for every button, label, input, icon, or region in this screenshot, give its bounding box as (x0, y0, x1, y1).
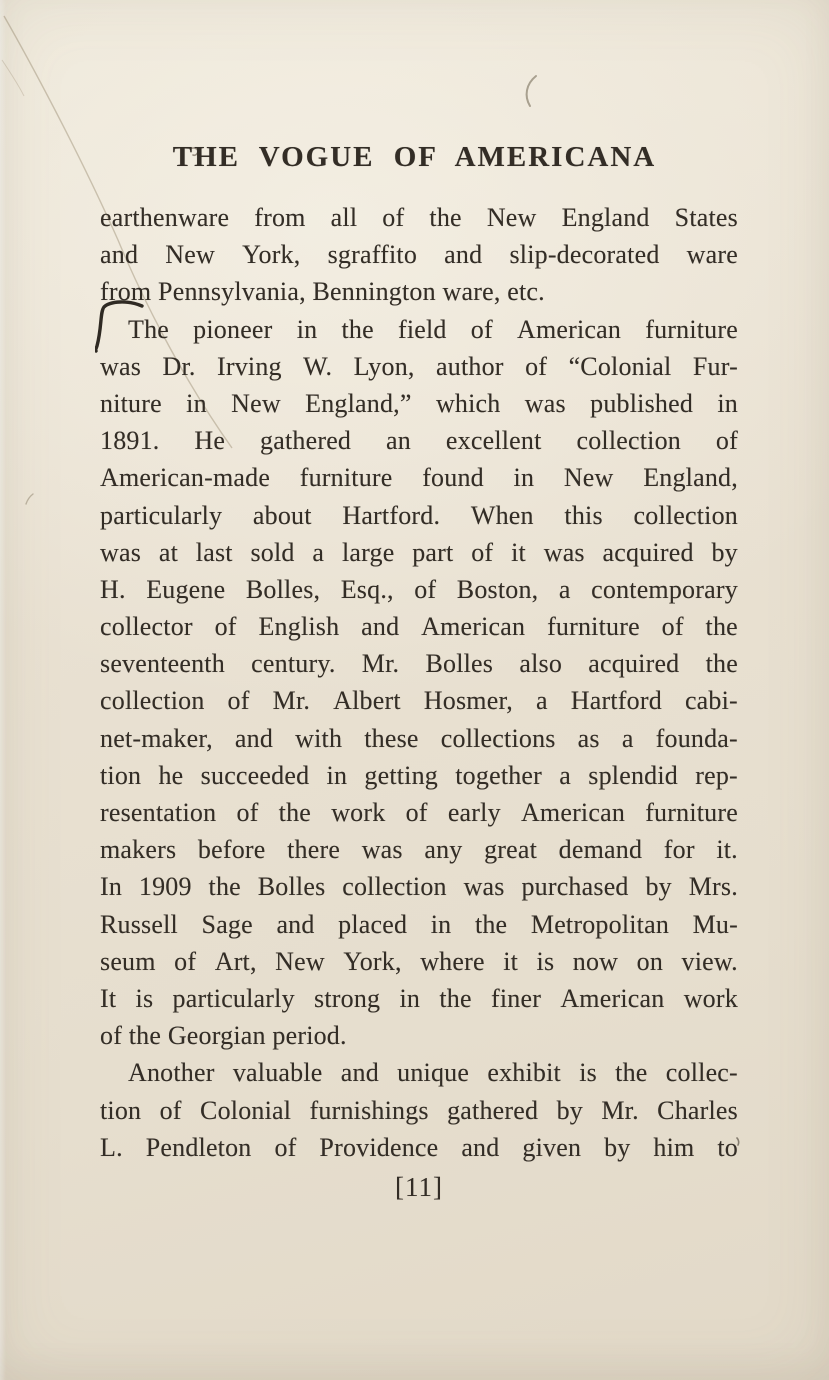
text-line: Another valuable and unique exhibit is the collec- (128, 1058, 738, 1088)
text-block (100, 199, 738, 1166)
text-line: earthenware from all of the New England States (100, 203, 738, 232)
page-heading: THE VOGUE OF AMERICANA (172, 141, 657, 173)
text-line: tion of Colonial furnishings gathered by Mr. Charles (100, 1095, 738, 1125)
text-line: net-maker, and with these collections as a founda- (100, 723, 738, 753)
text-line: was at last sold a large part of it was acquired by (100, 537, 738, 567)
text-line: seventeenth century. Mr. Bolles also acquired the (100, 649, 738, 679)
text-line: niture in New England,” which was published in (100, 388, 738, 418)
text-line: collector of English and American furniture of the (100, 612, 738, 642)
text-line: of the Georgian period. (100, 1021, 347, 1051)
text-line: It is particularly strong in the finer American work (100, 983, 738, 1013)
stray-pencil-tick (24, 492, 36, 506)
text-line: from Pennsylvania, Bennington ware, etc. (100, 277, 545, 307)
text-line: Russell Sage and placed in the Metropolitan Mu- (100, 909, 738, 939)
text-line: collection of Mr. Albert Hosmer, a Hartford cabi- (100, 686, 738, 716)
text-line: American-made furniture found in New England, (100, 463, 738, 493)
text-line: tion he succeeded in getting together a splendid rep- (100, 760, 738, 790)
text-line: makers before there was any great demand for it. (100, 835, 738, 865)
text-line: In 1909 the Bolles collection was purchased by Mrs. (100, 872, 738, 902)
text-line: 1891. He gathered an excellent collection of (100, 426, 738, 456)
text-line: seum of Art, New York, where it is now on view. (100, 946, 738, 976)
text-line: H. Eugene Bolles, Esq., of Boston, a contemporary (100, 574, 738, 604)
text-line: particularly about Hartford. When this collection (100, 500, 738, 530)
text-line: and New York, sgraffito and slip-decorated ware (100, 240, 738, 270)
text-line: The pioneer in the field of American furniture (128, 314, 738, 344)
text-line: L. Pendleton of Providence and given by him to (100, 1132, 738, 1162)
page-number: [11] (395, 1172, 443, 1202)
text-line: resentation of the work of early American furniture (100, 798, 738, 827)
stray-ink-curve-mark (519, 74, 541, 108)
text-line: was Dr. Irving W. Lyon, author of “Colonial Fur- (100, 351, 738, 381)
